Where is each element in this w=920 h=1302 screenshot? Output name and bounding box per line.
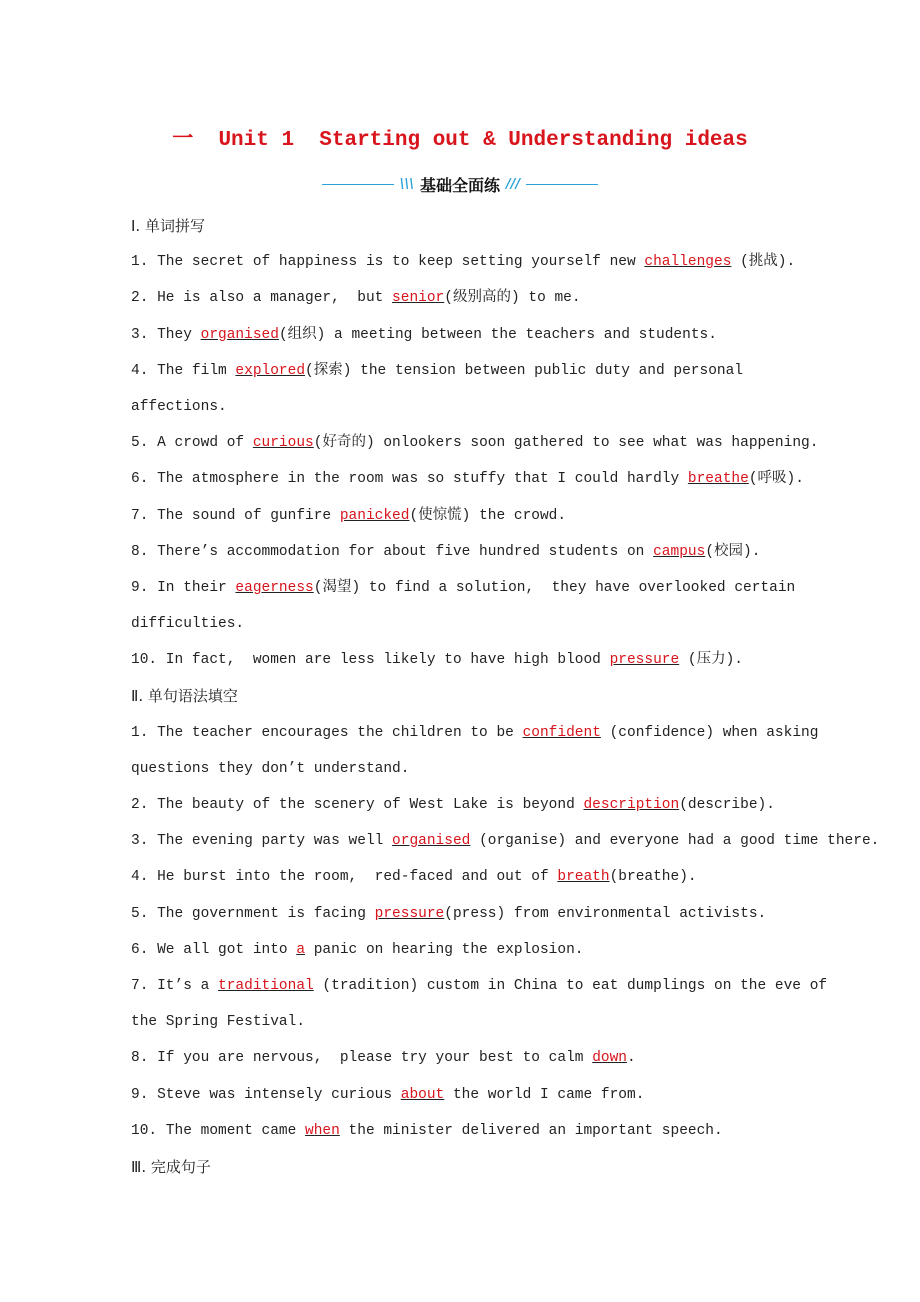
exercise-line xyxy=(131,859,801,895)
answer-word: pressure xyxy=(609,652,680,669)
exercise-line xyxy=(131,896,801,932)
exercise-line xyxy=(131,534,801,570)
answer-word: a xyxy=(296,941,306,958)
answer-word: breath xyxy=(557,869,610,886)
exercise-line xyxy=(131,968,828,1004)
line-text: the Spring Festival. xyxy=(131,1014,306,1031)
answer-word: traditional xyxy=(218,977,314,994)
banner-right-slashes: /// xyxy=(506,177,521,192)
answer-word: about xyxy=(400,1086,445,1103)
exercise-line xyxy=(131,353,801,389)
answer-word: campus xyxy=(653,543,706,560)
line-text: 3. The evening party was well xyxy=(131,833,393,850)
line-text: (breathe). xyxy=(609,869,697,886)
line-text: (describe). xyxy=(679,797,775,813)
line-text: 7. It’s a xyxy=(131,977,219,994)
section-heading: Ⅱ. 单句语法填空 xyxy=(131,687,238,706)
line-text: 2. He is also a manager, but xyxy=(131,290,393,307)
line-text: (探索) the tension between public duty and personal xyxy=(305,362,744,379)
exercise-line xyxy=(131,1113,801,1149)
answer-word: organised xyxy=(200,326,279,343)
answer-word: senior xyxy=(392,290,445,307)
line-text: the minister delivered an important speech. xyxy=(339,1122,723,1139)
line-text: 2. The beauty of the scenery of West Lake is beyond xyxy=(131,797,584,813)
line-text: (organise) and everyone had a good time there. xyxy=(470,833,880,850)
line-text: (好奇的) onlookers soon gathered to see what was happening. xyxy=(313,435,819,452)
page-title: 一 Unit 1 Starting out & Understanding ideas xyxy=(172,129,748,152)
answer-word: challenges xyxy=(644,254,732,271)
answer-word: pressure xyxy=(374,905,445,922)
line-text: (呼吸). xyxy=(748,471,804,488)
line-text: panic on hearing the explosion. xyxy=(305,941,584,958)
line-text: 10. In fact, women are less likely to have high blood xyxy=(131,652,610,669)
exercise-line xyxy=(131,751,801,787)
line-text: affections. xyxy=(131,398,227,415)
exercise-line xyxy=(131,642,801,678)
exercise-line xyxy=(131,244,801,280)
line-text: 8. If you are nervous, please try your best to calm xyxy=(131,1050,593,1067)
answer-word: eagerness xyxy=(235,579,314,596)
exercise-line xyxy=(131,932,801,968)
line-text: (组织) a meeting between the teachers and students. xyxy=(278,326,717,343)
exercise-line xyxy=(131,570,801,606)
answer-word: panicked xyxy=(339,507,410,524)
answer-word: curious xyxy=(252,435,314,452)
banner-left-slashes: \\\ xyxy=(399,177,414,192)
banner-label: 基础全面练 xyxy=(419,176,500,195)
exercise-line xyxy=(131,425,819,461)
line-text: 4. He burst into the room, red-faced and out of xyxy=(131,869,558,886)
line-text: 3. They xyxy=(131,326,201,343)
line-text: 9. Steve was intensely curious xyxy=(131,1086,401,1103)
line-text: 4. The film xyxy=(131,362,236,379)
answer-word: explored xyxy=(235,362,306,379)
line-text: (confidence) when asking xyxy=(600,724,819,741)
line-text: difficulties. xyxy=(131,616,245,633)
line-text: (渴望) to find a solution, they have overlooked certain xyxy=(313,579,796,596)
line-text: (校园). xyxy=(705,543,761,560)
exercise-line xyxy=(131,1004,801,1040)
exercise-line xyxy=(131,317,801,353)
exercise-line xyxy=(131,1077,801,1113)
answer-word: when xyxy=(305,1122,340,1139)
line-text: (press) from environmental activists. xyxy=(444,905,767,922)
exercise-line xyxy=(131,823,880,859)
section-heading: Ⅰ. 单词拼写 xyxy=(131,217,205,235)
line-text: 8. There’s accommodation for about five hundred students on xyxy=(131,543,654,560)
line-text: the world I came from. xyxy=(444,1086,645,1103)
answer-word: breathe xyxy=(687,471,749,488)
line-text: 6. The atmosphere in the room was so stuffy that I could hardly xyxy=(131,471,688,488)
line-text: 7. The sound of gunfire xyxy=(131,507,340,524)
exercise-content xyxy=(131,208,880,1185)
exercise-line xyxy=(131,606,801,642)
line-text: (使惊慌) the crowd. xyxy=(409,507,567,524)
exercise-line xyxy=(131,498,801,534)
answer-word: organised xyxy=(392,833,471,850)
line-text: . xyxy=(627,1050,636,1067)
line-text: 1. The teacher encourages the children to be xyxy=(131,724,523,741)
exercise-line xyxy=(131,280,801,316)
line-text: (级别高的) to me. xyxy=(444,290,581,307)
line-text: 9. In their xyxy=(131,579,236,596)
line-text: (tradition) custom in China to eat dumplings on the eve of xyxy=(313,977,828,994)
exercise-line xyxy=(131,1040,801,1076)
exercise-line xyxy=(131,787,801,823)
banner-right-rule xyxy=(526,184,598,185)
line-text: 10. The moment came xyxy=(131,1122,306,1139)
line-text: questions they don’t understand. xyxy=(131,760,410,777)
answer-word: down xyxy=(592,1050,627,1067)
line-text: 1. The secret of happiness is to keep setting yourself new xyxy=(131,254,645,271)
exercise-line xyxy=(131,389,801,425)
line-text: (挑战). xyxy=(731,254,796,271)
exercise-line xyxy=(131,461,804,497)
banner-left-rule xyxy=(322,184,394,185)
answer-word: confident xyxy=(522,724,601,741)
section-banner xyxy=(0,173,920,196)
line-text: 6. We all got into xyxy=(131,941,297,958)
section-heading: Ⅲ. 完成句子 xyxy=(131,1157,211,1176)
line-text: 5. The government is facing xyxy=(131,905,375,922)
exercise-line xyxy=(131,715,819,751)
answer-word: description xyxy=(583,797,680,813)
line-text: (压力). xyxy=(679,652,744,669)
line-text: 5. A crowd of xyxy=(131,435,253,452)
